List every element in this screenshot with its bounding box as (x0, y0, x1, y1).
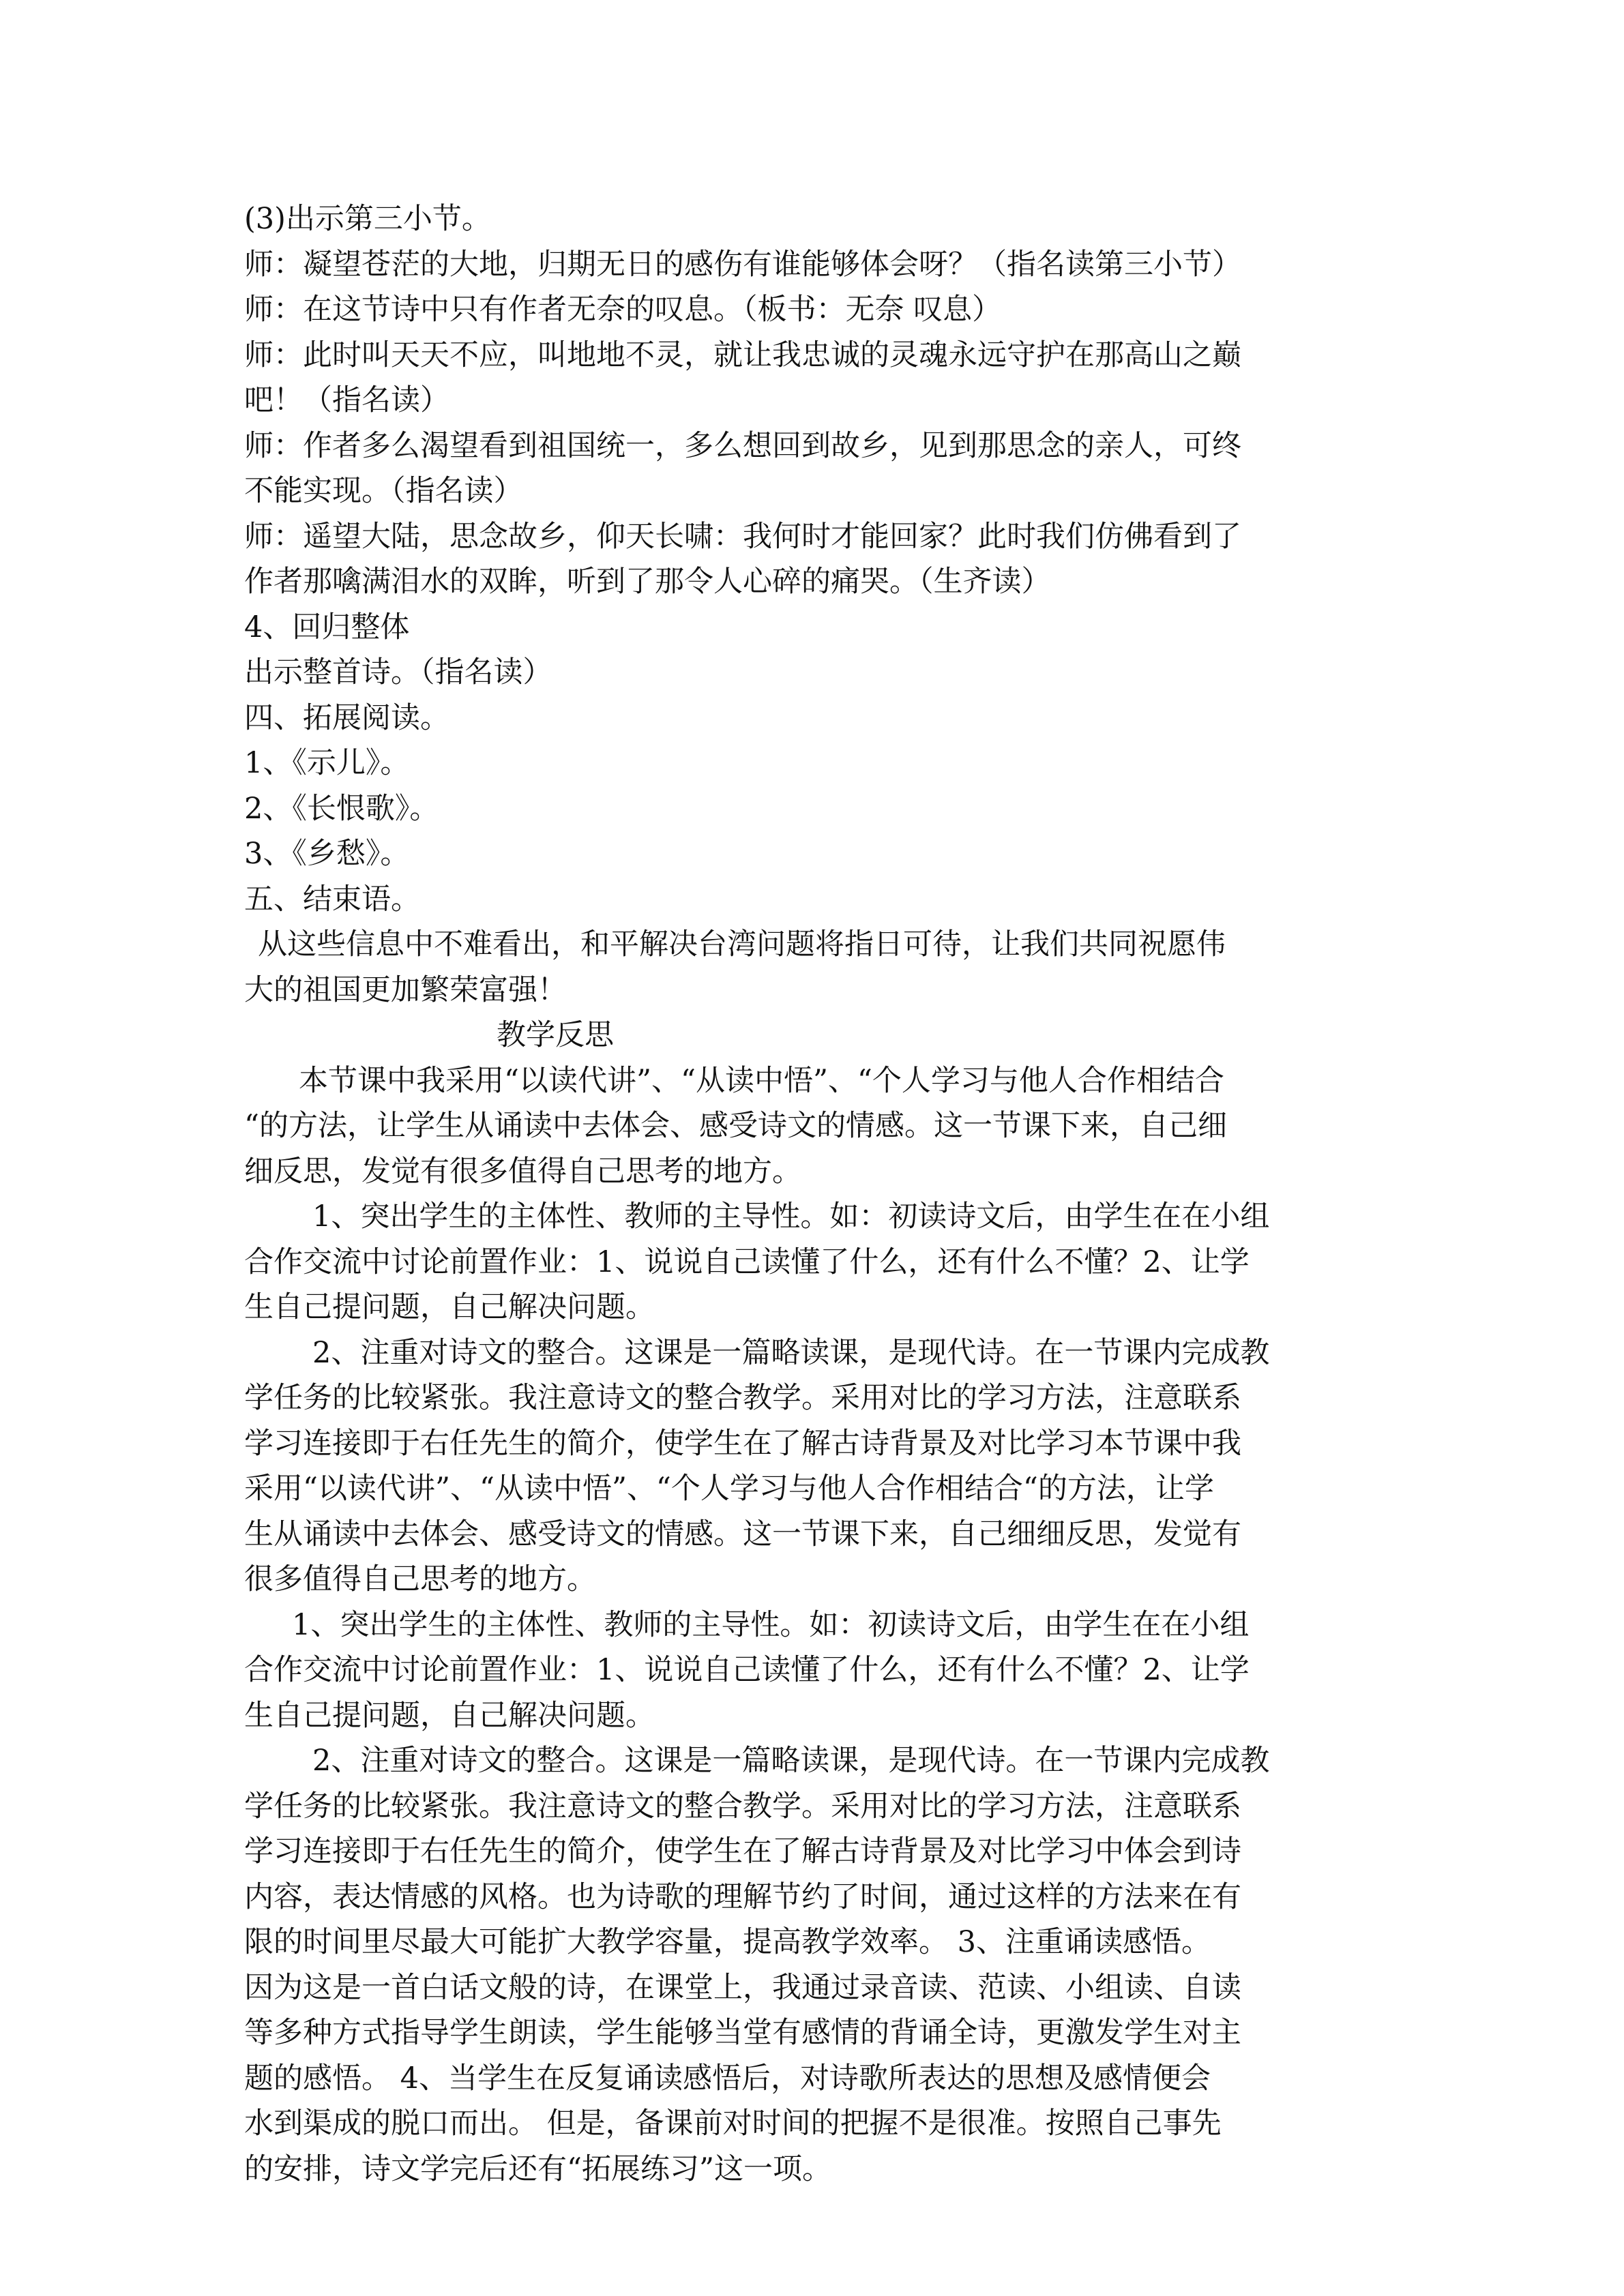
text-line: 的安排，诗文学完后还有“拓展练习”这一项。 (244, 2151, 831, 2186)
text-line: 本节课中我采用“以读代讲”、“从读中悟”、“个人学习与他人合作相结合 (299, 1063, 1224, 1098)
text-line: 采用“以读代讲”、“从读中悟”、“个人学习与他人合作相结合“的方法，让学 (244, 1472, 1214, 1506)
text-line: 四、拓展阅读。 (244, 700, 449, 735)
text-line: 合作交流中讨论前置作业：1、说说自己读懂了什么，还有什么不懂？2、让学 (244, 1653, 1250, 1687)
text-line: 学任务的比较紧张。我注意诗文的整合教学。采用对比的学习方法，注意联系 (244, 1381, 1241, 1415)
text-line: 从这些信息中不难看出，和平解决台湾问题将指日可待，让我们共同祝愿伟 (258, 927, 1226, 961)
text-line: 1、突出学生的主体性、教师的主导性。如：初读诗文后，由学生在在小组 (292, 1607, 1250, 1642)
text-line: 合作交流中讨论前置作业：1、说说自己读懂了什么，还有什么不懂？2、让学 (244, 1244, 1250, 1279)
section-heading: 教学反思 (497, 1018, 614, 1052)
text-line: 师：在这节诗中只有作者无奈的叹息。（板书：无奈 叹息） (244, 293, 1002, 327)
text-line: 学习连接即于右任先生的简介，使学生在了解古诗背景及对比学习中体会到诗 (244, 1834, 1241, 1868)
text-line: 学习连接即于右任先生的简介，使学生在了解古诗背景及对比学习本节课中我 (244, 1426, 1241, 1461)
text-line: 因为这是一首白话文般的诗，在课堂上，我通过录音读、范读、小组读、自读 (244, 1970, 1241, 2005)
text-line: 师：遥望大陆，思念故乡，仰天长啸：我何时才能回家？此时我们仿佛看到了 (244, 519, 1241, 554)
text-line: 吧！（指名读） (244, 383, 449, 417)
text-line: 不能实现。（指名读） (244, 474, 523, 508)
text-line: 学任务的比较紧张。我注意诗文的整合教学。采用对比的学习方法，注意联系 (244, 1789, 1241, 1823)
text-line: 2、《长恨歌》。 (244, 791, 439, 826)
text-line: 师：凝望苍茫的大地，归期无日的感伤有谁能够体会呀？（指名读第三小节） (244, 247, 1241, 282)
text-line: 生从诵读中去体会、感受诗文的情感。这一节课下来，自己细细反思，发觉有 (244, 1517, 1241, 1551)
text-line: 作者那噙满泪水的双眸，听到了那令人心碎的痛哭。（生齐读） (244, 565, 1051, 599)
text-line: 2、注重对诗文的整合。这课是一篇略读课，是现代诗。在一节课内完成教 (312, 1744, 1270, 1778)
text-line: (3)出示第三小节。 (244, 202, 491, 236)
text-line: 水到渠成的脱口而出。 但是，备课前对时间的把握不是很准。按照自己事先 (244, 2106, 1222, 2141)
text-line: 1、突出学生的主体性、教师的主导性。如：初读诗文后，由学生在在小组 (312, 1199, 1270, 1234)
text-line: 五、结束语。 (244, 882, 420, 916)
text-line: 生自己提问题，自己解决问题。 (244, 1698, 655, 1733)
text-line: 出示整首诗。（指名读） (244, 655, 552, 689)
text-line: 大的祖国更加繁荣富强！ (244, 972, 567, 1007)
text-line: “的方法，让学生从诵读中去体会、感受诗文的情感。这一节课下来，自己细 (244, 1109, 1227, 1143)
text-line: 3、《乡愁》。 (244, 837, 410, 871)
text-line: 师：此时叫天天不应，叫地地不灵，就让我忠诚的灵魂永远守护在那高山之巅 (244, 338, 1241, 372)
text-line: 题的感悟。 4、当学生在反复诵读感悟后，对诗歌所表达的思想及感情便会 (244, 2061, 1211, 2096)
text-line: 内容，表达情感的风格。也为诗歌的理解节约了时间，通过这样的方法来在有 (244, 1879, 1241, 1914)
text-line: 细反思，发觉有很多值得自己思考的地方。 (244, 1154, 801, 1189)
text-line: 2、注重对诗文的整合。这课是一篇略读课，是现代诗。在一节课内完成教 (312, 1335, 1270, 1370)
text-line: 等多种方式指导学生朗读，学生能够当堂有感情的背诵全诗，更激发学生对主 (244, 2016, 1241, 2050)
text-line: 4、回归整体 (244, 610, 410, 644)
text-line: 师：作者多么渴望看到祖国统一，多么想回到故乡，见到那思念的亲人，可终 (244, 428, 1241, 463)
text-line: 1、《示儿》。 (244, 746, 410, 780)
text-line: 很多值得自己思考的地方。 (244, 1562, 596, 1596)
text-line: 限的时间里尽最大可能扩大教学容量，提高教学效率。 3、注重诵读感悟。 (244, 1925, 1211, 1959)
text-line: 生自己提问题，自己解决问题。 (244, 1290, 655, 1324)
document-body (244, 196, 1380, 2192)
